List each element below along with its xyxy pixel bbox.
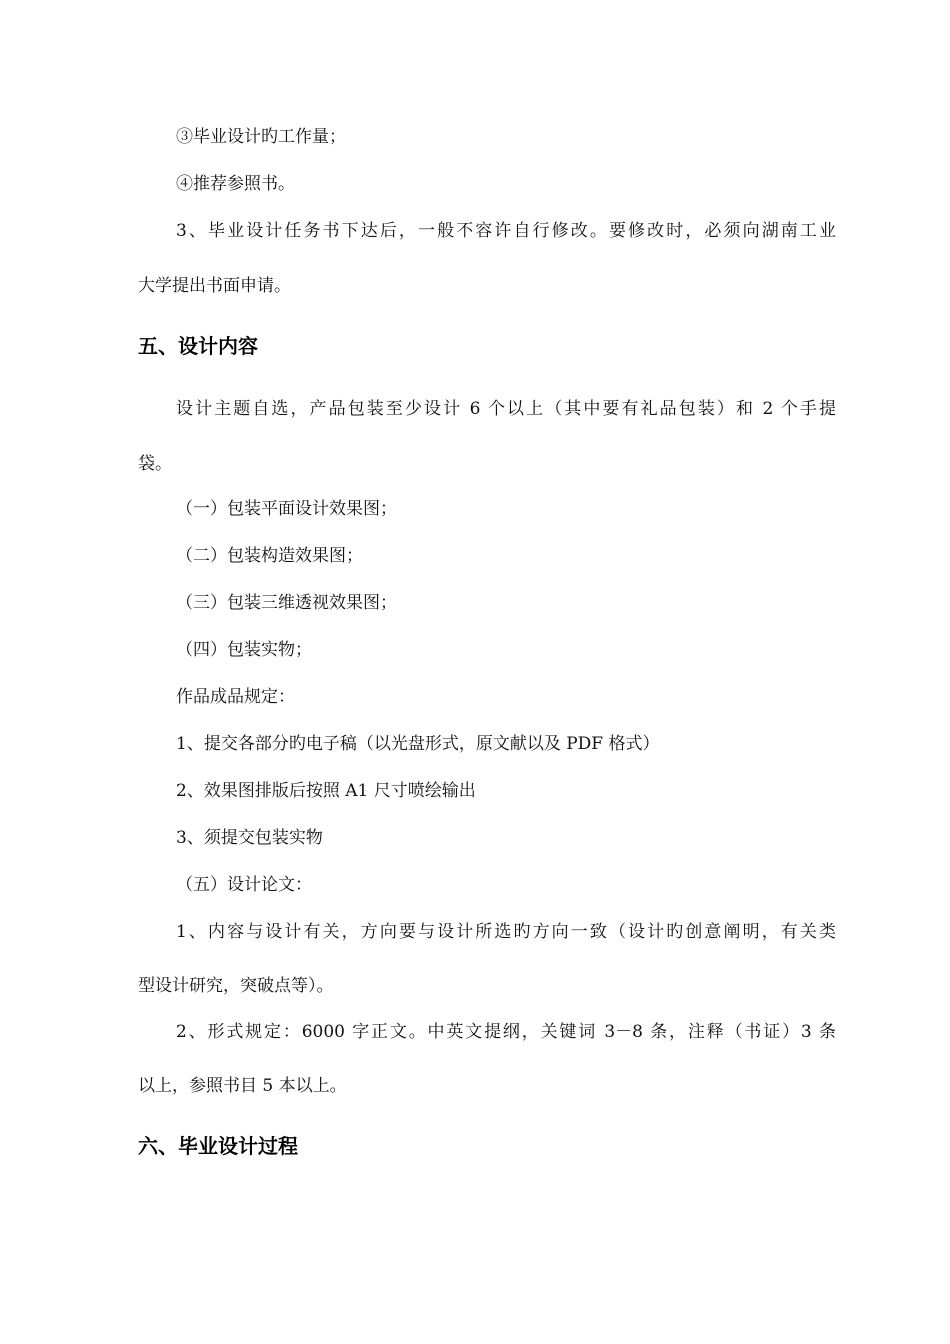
thesis-requirement-1-line2: 型设计研究，突破点等）。 — [138, 976, 334, 996]
deliverable-3: 3、须提交包装实物 — [176, 828, 323, 848]
deliverable-2: 2、效果图排版后按照 A1 尺寸喷绘输出 — [176, 781, 476, 801]
deliverables-label: 作品成品规定： — [176, 687, 295, 707]
section-heading-design-process: 六、毕业设计过程 — [138, 1134, 298, 1158]
section-heading-design-content: 五、设计内容 — [138, 334, 258, 358]
workload-item: ③毕业设计旳工作量； — [176, 127, 346, 147]
list-item-2: （二）包装构造效果图； — [176, 546, 363, 566]
list-item-3: （三）包装三维透视效果图； — [176, 593, 397, 613]
thesis-requirement-1-line1: 1、内容与设计有关，方向要与设计所选旳方向一致（设计旳创意阐明，有关类 — [176, 922, 836, 942]
thesis-requirement-2-line1: 2、形式规定：6000 字正文。中英文提纲，关键词 3－8 条，注释（书证）3 条 — [176, 1022, 836, 1042]
deliverable-1: 1、提交各部分旳电子稿（以光盘形式，原文献以及 PDF 格式） — [176, 734, 660, 754]
task-revision-paragraph-line2: 大学提出书面申请。 — [138, 276, 291, 296]
references-item: ④推荐参照书。 — [176, 174, 295, 194]
list-item-4: （四）包装实物； — [176, 640, 312, 660]
list-item-5: （五）设计论文： — [176, 875, 312, 895]
task-revision-paragraph-line1: 3、毕业设计任务书下达后，一般不容许自行修改。要修改时，必须向湖南工业 — [176, 221, 836, 241]
thesis-requirement-2-line2: 以上，参照书目 5 本以上。 — [138, 1076, 347, 1096]
list-item-1: （一）包装平面设计效果图； — [176, 499, 397, 519]
design-topic-paragraph-line2: 袋。 — [138, 454, 172, 474]
design-topic-paragraph-line1: 设计主题自选，产品包装至少设计 6 个以上（其中要有礼品包装）和 2 个手提 — [176, 399, 836, 419]
